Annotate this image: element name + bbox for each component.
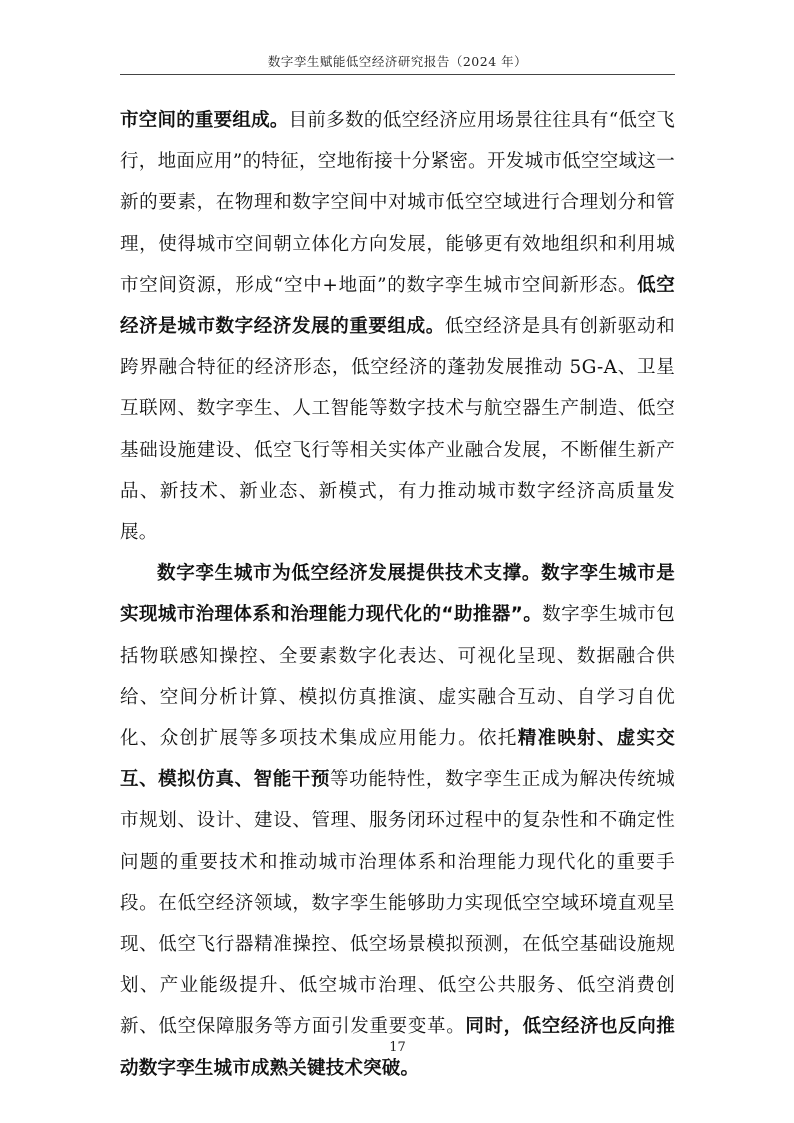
bold-run: 市空间的重要组成。 <box>120 110 289 131</box>
text-run: 等功能特性，数字孪生正成为解决传统城市规划、设计、建设、管理、服务闭环过程中的复杂性和不确定性问题的重要技术和推动城市治理体系和治理能力现代化的重要手段。在低空经济领域，数字孪生能够助力实现低空空域环境直观呈现、低空飞行器精准操控、低空场景模拟预测，在低空基础设施规划、产业能级提升、低空城市治理、低空公共服务、低空消费创新、低空保障服务等方面引发重要变革。 <box>120 769 675 1038</box>
text-run: 目前多数的低空经济应用场景往往具有“低空飞行，地面应用”的特征，空地衔接十分紧密。开发城市低空空域这一新的要素，在物理和数字空间中对城市低空空域进行合理划分和管理，使得城市空间朝立体化方向发展，能够更有效地组织和利用城市空间资源，形成“空中+地面”的数字孪生城市空间新形态。 <box>120 110 675 296</box>
header-divider <box>120 74 675 75</box>
bold-run: 精准映射、虚实交互、模拟仿真、智能干预 <box>120 728 675 791</box>
text-run: 数字孪生城市包括物联感知操控、全要素数字化表达、可视化呈现、数据融合供给、空间分析计算、模拟仿真推演、虚实融合互动、自学习自优化、众创扩展等多项技术集成应用能力。依托 <box>120 604 675 750</box>
body-text <box>120 100 675 1089</box>
running-header: 数字孪生赋能低空经济研究报告（2024 年） <box>267 54 528 69</box>
text-run: 低空经济是具有创新驱动和跨界融合特征的经济形态，低空经济的蓬勃发展推动 5G-A、卫星互联网、数字孪生、人工智能等数字技术与航空器生产制造、低空基础设施建设、低空飞行等相关实体产业融合发展，不断催生新产品、新技术、新业态、新模式，有力推动城市数字经济高质量发展。 <box>120 316 675 544</box>
paragraph-1 <box>120 100 675 553</box>
bold-run: 同时，低空经济也反向推动数字孪生城市成熟关键技术突破。 <box>120 1016 675 1079</box>
paragraph-2 <box>120 553 675 1089</box>
bold-run: 低空经济是城市数字经济发展的重要组成。 <box>120 274 675 338</box>
bold-run: 数字孪生城市为低空经济发展提供技术支撑。数字孪生城市是实现城市治理体系和治理能力现代化的“助推器”。 <box>120 563 675 626</box>
page-number: 17 <box>389 1040 406 1055</box>
